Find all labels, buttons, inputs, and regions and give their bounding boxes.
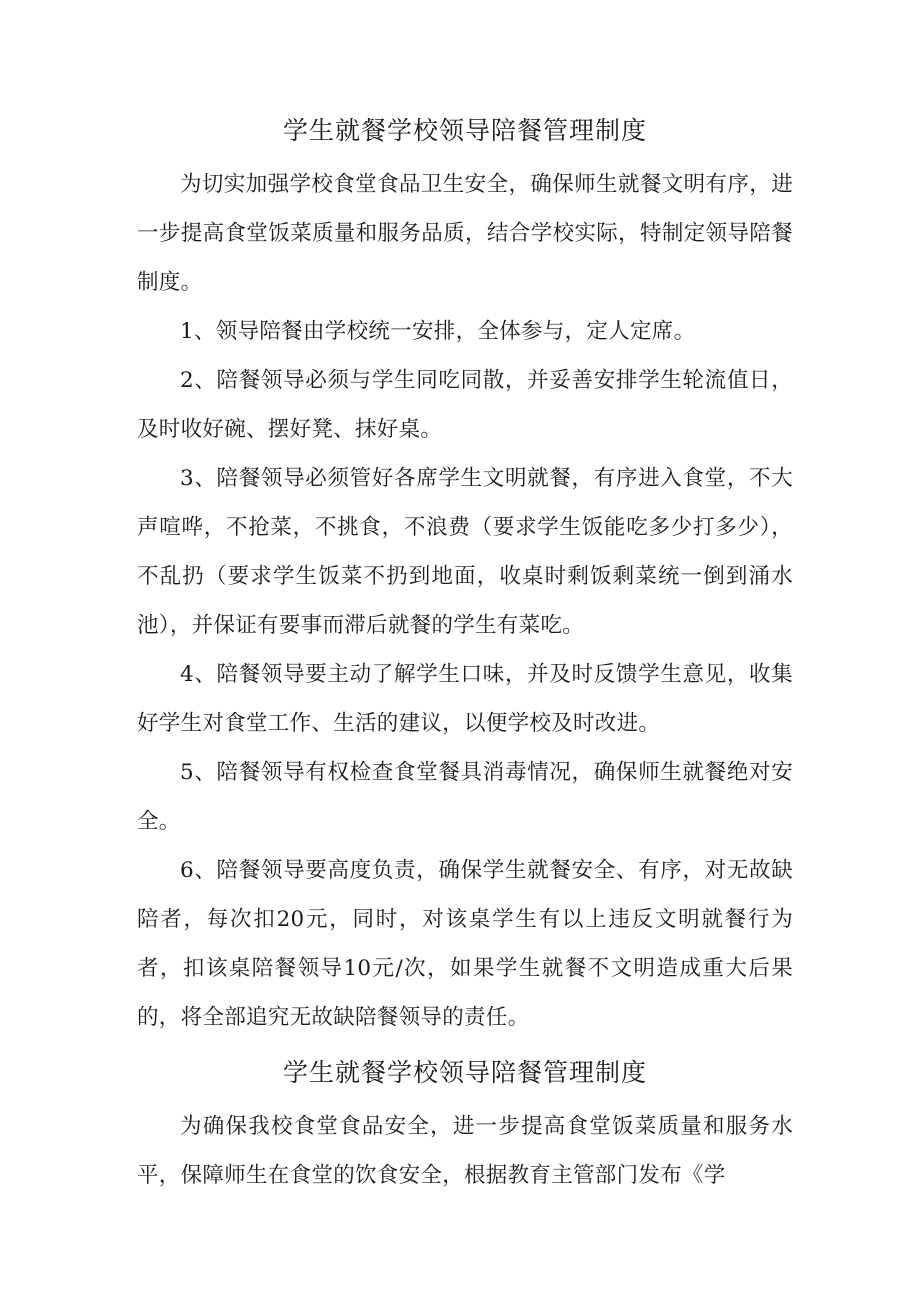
second-document-title: 学生就餐学校领导陪餐管理制度: [282, 1058, 647, 1087]
rule-item-1: 1、领导陪餐由学校统一安排，全体参与，定人定席。: [180, 319, 696, 344]
second-intro-paragraph: 为确保我校食堂食品安全，进一步提高食堂饭菜质量和服务水平，保障师生在食堂的饮食安全，根据教育主管部门发布《学: [137, 1114, 793, 1188]
document-title: 学生就餐学校领导陪餐管理制度: [282, 116, 647, 145]
rule-item-4: 4、陪餐领导要主动了解学生口味，并及时反馈学生意见，收集好学生对食堂工作、生活的建议，以便学校及时改进。: [137, 662, 793, 736]
document-page: [137, 112, 793, 1200]
rule-item-2: 2、陪餐领导必须与学生同吃同散，并妥善安排学生轮流值日，及时收好碗、摆好凳、抹好桌。: [137, 368, 793, 442]
rule-item-3: 3、陪餐领导必须管好各席学生文明就餐，有序进入食堂，不大声喧哗，不抢菜，不挑食，不浪费（要求学生饭能吃多少打多少），不乱扔（要求学生饭菜不扔到地面，收桌时剩饭剩菜统一倒到涌水池），并保证有要事而滞后就餐的学生有菜吃。: [137, 466, 793, 638]
intro-paragraph: 为切实加强学校食堂食品卫生安全，确保师生就餐文明有序，进一步提高食堂饭菜质量和服务品质，结合学校实际，特制定领导陪餐制度。: [137, 172, 793, 295]
rule-item-5: 5、陪餐领导有权检查食堂餐具消毒情况，确保师生就餐绝对安全。: [137, 760, 793, 834]
rule-item-6: 6、陪餐领导要高度负责，确保学生就餐安全、有序，对无故缺陪者，每次扣20元，同时，对该桌学生有以上违反文明就餐行为者，扣该桌陪餐领导10元/次，如果学生就餐不文明造成重大后果的，将全部追究无故缺陪餐领导的责任。: [137, 858, 793, 1030]
